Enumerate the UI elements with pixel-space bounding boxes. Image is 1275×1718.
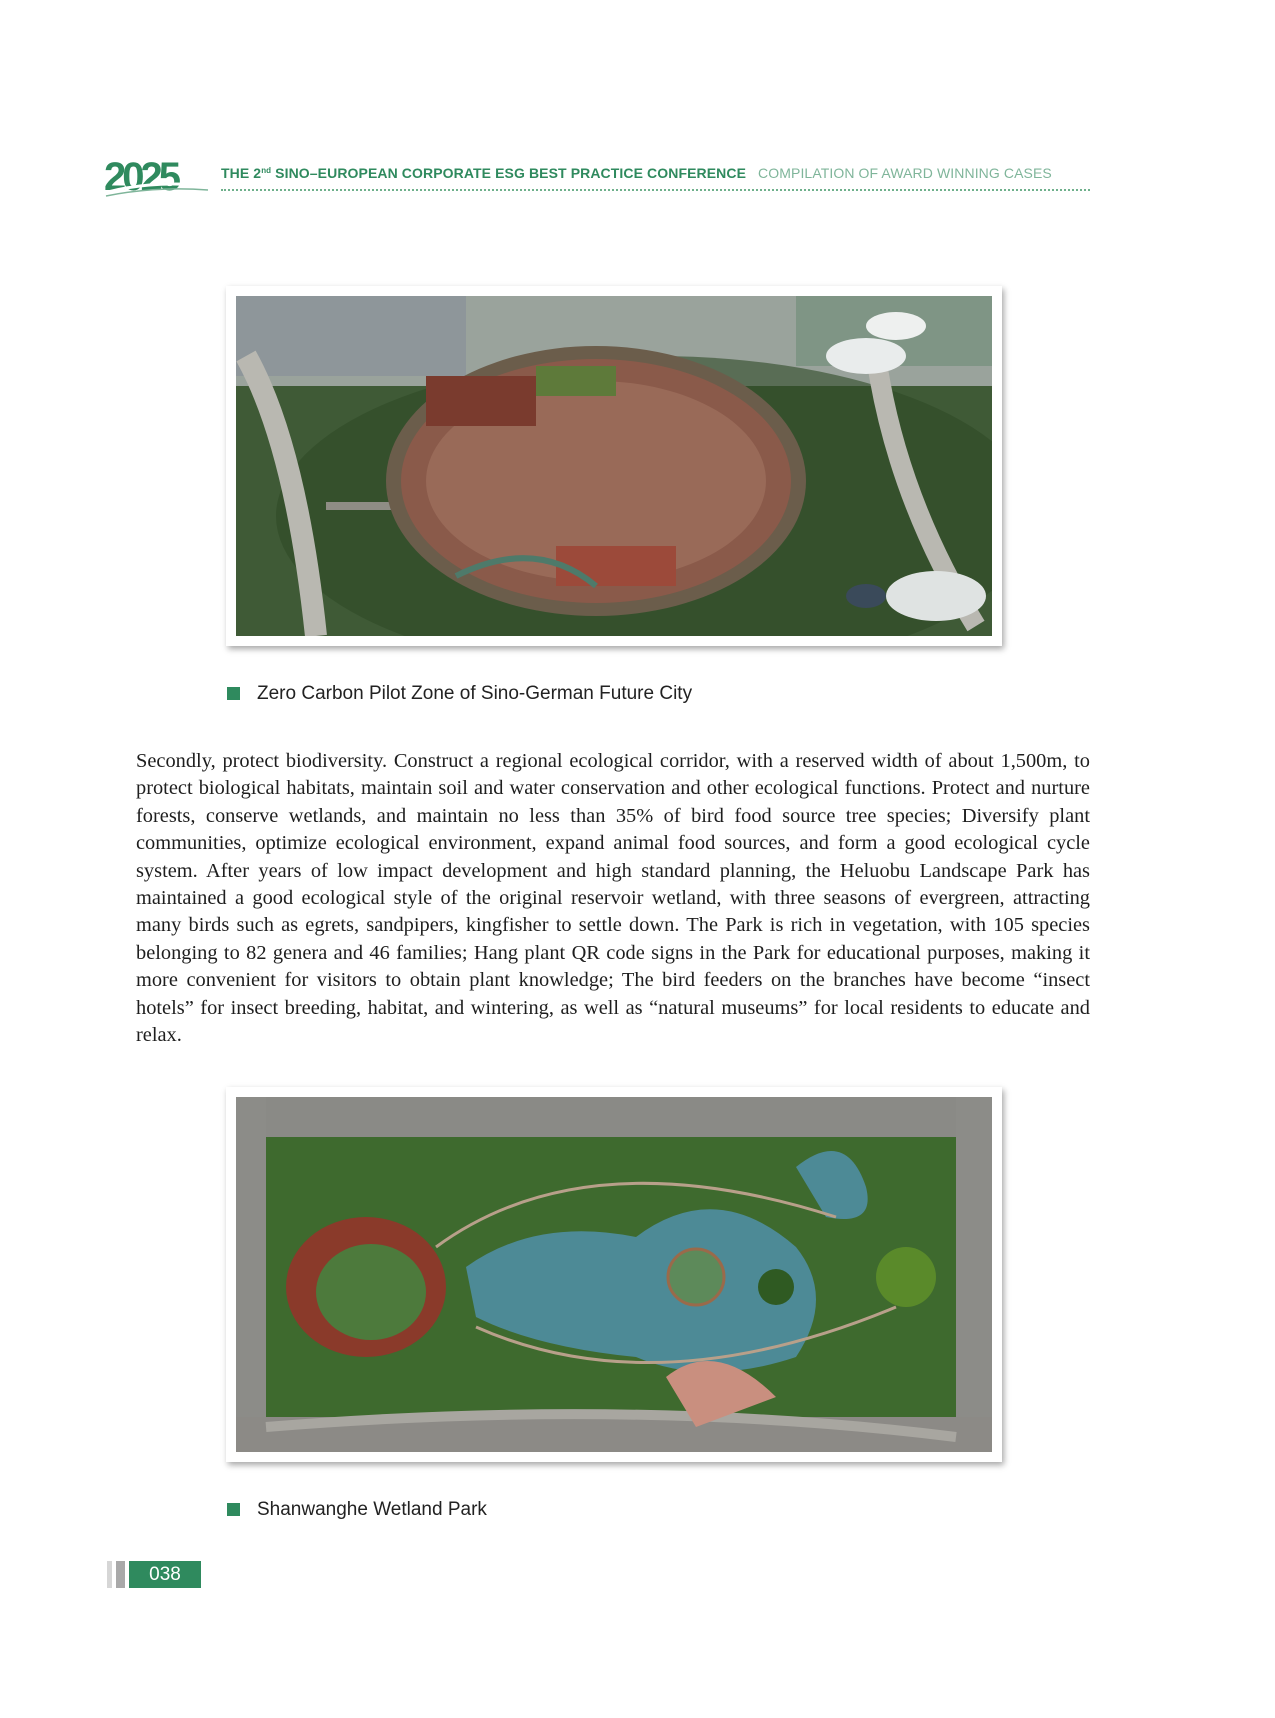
figure-2-caption-text: Shanwanghe Wetland Park xyxy=(257,1499,487,1520)
logo-text: 2025 xyxy=(104,155,177,199)
wetland-aerial-image xyxy=(236,1097,992,1452)
figure-1-photo xyxy=(226,286,1002,646)
page-number-decor xyxy=(107,1561,112,1588)
conference-title: THE 2nd SINO–EUROPEAN CORPORATE ESG BEST PRACTICE CONFERENCE xyxy=(221,165,747,181)
page-number: 038 xyxy=(129,1561,201,1588)
body-paragraph: Secondly, protect biodiversity. Construct a regional ecological corridor, with a reserved width of about 1,500m, to protect biological habitats, maintain soil and water conservation and other ecological functions. Protect and nurture forests, conserve wetlands, and maintain no less than 35% of bird food source tree species; Diversify plant communities, optimize ecological environment, expand animal food sources, and form a good ecological cycle system. After years of low impact development and high standard planning, the Heluobu Landscape Park has maintained a good ecological style of the original reservoir wetland, with three seasons of evergreen, attracting many birds such as egrets, sandpipers, kingfisher to settle down. The Park is rich in vegetation, with 105 species belonging to 82 genera and 46 families; Hang plant QR code signs in the Park for educational purposes, making it more convenient for visitors to obtain plant knowledge; The bird feeders on the branches have become “insect hotels” for insect breeding, habitat, and wintering, as well as “natural museums” for local residents to educate and relax. xyxy=(136,750,1090,1047)
conference-2025-logo xyxy=(104,152,210,200)
header-divider xyxy=(221,189,1090,191)
caption-bullet xyxy=(227,687,240,700)
conference-subtitle: COMPILATION OF AWARD WINNING CASES xyxy=(758,165,1052,181)
city-aerial-image xyxy=(236,296,992,636)
figure-1-caption-text: Zero Carbon Pilot Zone of Sino-German Future City xyxy=(257,683,693,704)
figure-2-photo xyxy=(226,1087,1002,1462)
running-header xyxy=(221,165,1052,181)
figure-1-caption xyxy=(227,683,692,705)
page-number-decor xyxy=(116,1561,125,1588)
figure-2-caption xyxy=(227,1499,487,1521)
caption-bullet xyxy=(227,1503,240,1516)
